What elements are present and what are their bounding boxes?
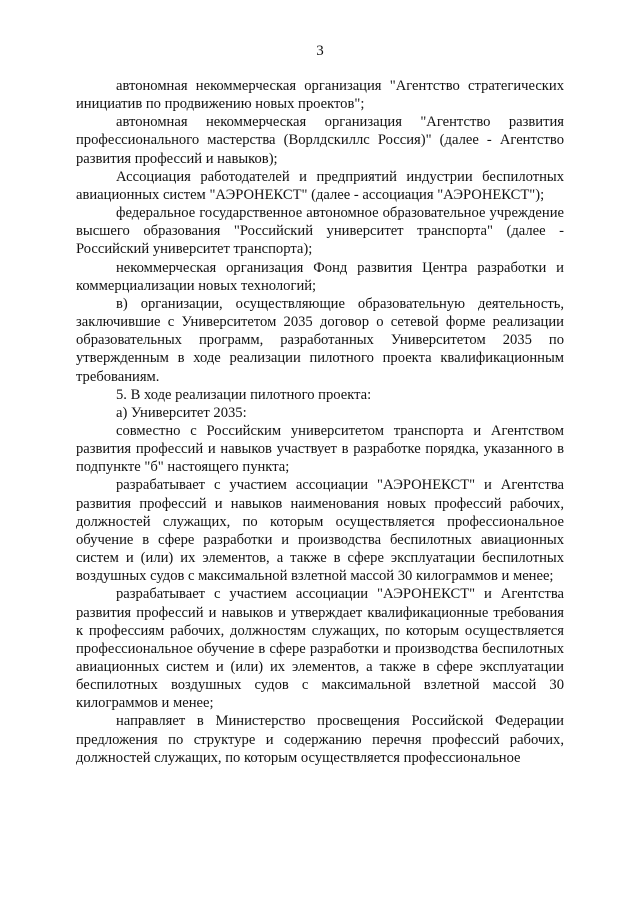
paragraph: совместно с Российским университетом транспорта и Агентством развития профессий и навыков участвует в разработке порядка, указанного в подпункте "б" настоящего пункта; bbox=[76, 422, 564, 476]
paragraph: некоммерческая организация Фонд развития Центра разработки и коммерциализации новых технологий; bbox=[76, 259, 564, 294]
paragraph: направляет в Министерство просвещения Российской Федерации предложения по структуре и содержанию перечня профессий рабочих, должностей служащих, по которым осуществляется профессиональное bbox=[76, 713, 564, 766]
paragraph: федеральное государственное автономное образовательное учреждение высшего образования "Российский университет транспорта" (далее - Российский университет транспорта); bbox=[76, 205, 564, 258]
page-number: 3 bbox=[316, 43, 324, 59]
paragraph: в) организации, осуществляющие образовательную деятельность, заключившие с Университетом 2035 договор о сетевой форме реализации образовательных программ, разработанных Университетом 2035 по утвержденным в ходе реализации пилотного проекта квалификационным требованиям. bbox=[76, 295, 564, 385]
document-body bbox=[76, 77, 564, 767]
paragraph: а) Университет 2035: bbox=[116, 404, 247, 421]
paragraph: автономная некоммерческая организация "Агентство развития профессионального мастерства (Ворлдскиллс Россия)" (далее - Агентство развития профессий и навыков); bbox=[76, 114, 564, 167]
paragraph: разрабатывает с участием ассоциации "АЭРОНЕКСТ" и Агентства развития профессий и навыков наименования новых профессий рабочих, должностей служащих, по которым осуществляется профессиональное обучение в сфере разработки и производства беспилотных авиационных систем и (или) их элементов, а также в сфере эксплуатации беспилотных воздушных судов с максимальной взлетной массой 30 килограммов и менее; bbox=[76, 477, 564, 585]
paragraph: автономная некоммерческая организация "Агентство стратегических инициатив по продвижению новых проектов"; bbox=[76, 78, 564, 113]
paragraph: разрабатывает с участием ассоциации "АЭРОНЕКСТ" и Агентства развития профессий и навыков и утверждает квалификационные требования к профессиям рабочих, должностям служащих, по которым осуществляется профессиональное обучение в сфере разработки и производства беспилотных авиационных систем и (или) их элементов, а также в сфере эксплуатации беспилотных воздушных судов с максимальной взлетной массой 30 килограммов и менее; bbox=[76, 586, 564, 712]
paragraph: 5. В ходе реализации пилотного проекта: bbox=[116, 386, 372, 403]
paragraph: Ассоциация работодателей и предприятий индустрии беспилотных авиационных систем "АЭРОНЕКСТ" (далее - ассоциация "АЭРОНЕКСТ"); bbox=[76, 168, 564, 203]
